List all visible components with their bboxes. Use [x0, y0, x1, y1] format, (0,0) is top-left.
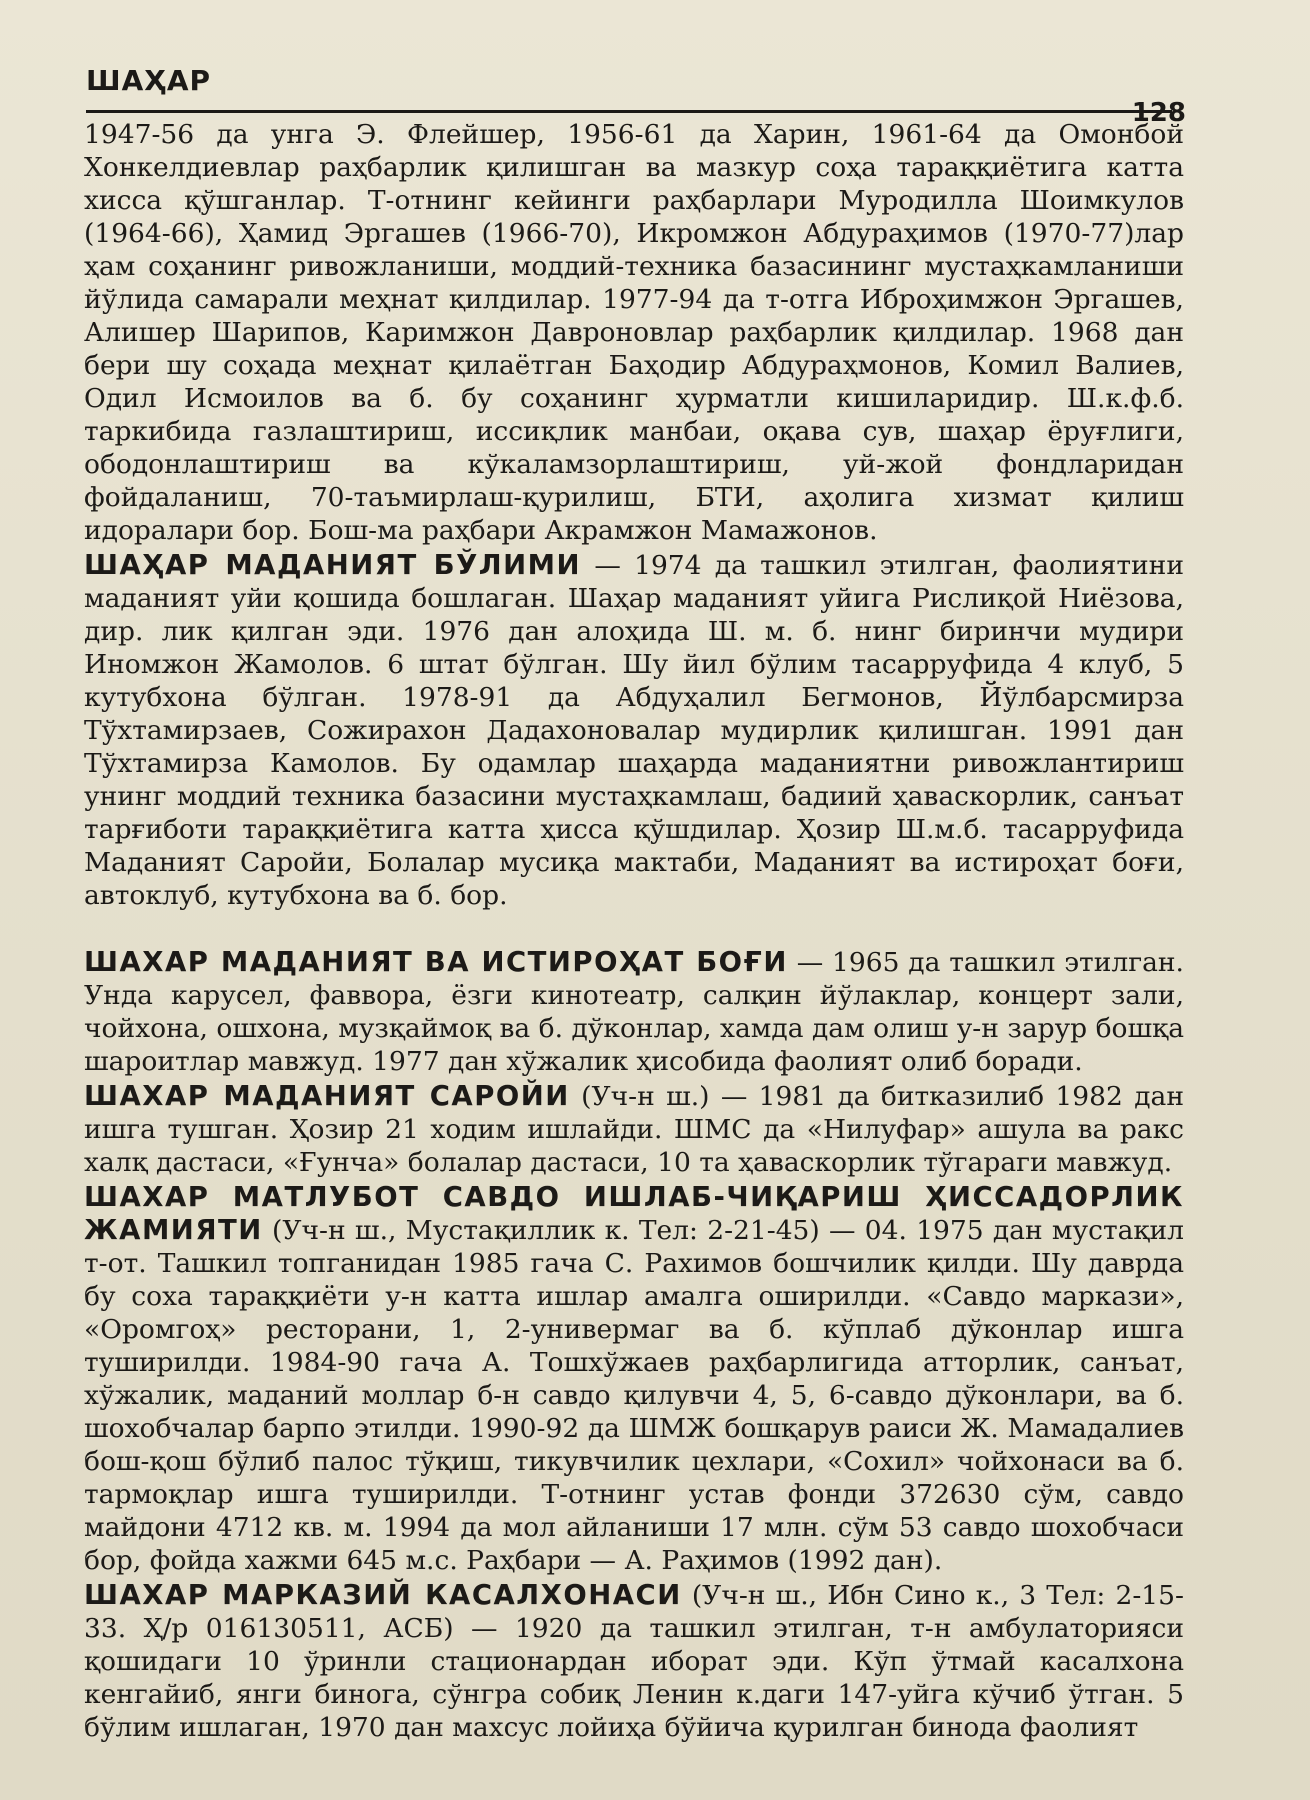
entry-continued [84, 118, 1184, 547]
entry-text: (Уч-н ш., Мустақиллик к. Тел: 2-21-45) — 04. 1975 дан мустақил т-от. Ташкил топганидан 1985 гача С. Рахимов бошчилик қилди. Шу даврда бу соха тараққиёти у-н катта ишлар амалга оширилди. «Савдо маркази», «Оромгоҳ» ресторани, 1, 2-универмаг ва б. кўплаб дўконлар ишга туширилди. 1984-90 гача А. Тошхўжаев раҳбарлигида атторлик, санъат, хўжалик, маданий моллар б-н савдо қилувчи 4, 5, 6-савдо дўконлари, ва б. шохобчалар барпо этилди. 1990-92 да ШМЖ бошқарув раиси Ж. Мамадалиев бош-қош бўлиб палос тўқиш, тикувчилик цехлари, «Сохил» чойхонаси ва б. тармоқлар ишга туширилди. Т-отнинг устав фонди 372630 сўм, савдо майдони 4712 кв. м. 1994 да мол айланиши 17 млн. сўм 53 савдо шохобчаси бор, фойда хажми 645 м.с. Раҳбари — А. Раҳимов (1992 дан). [84, 1215, 1184, 1576]
entry-city-consumer-trade-company [84, 1181, 1184, 1577]
entry-city-culture-department [84, 549, 1184, 912]
entry-text: 1947-56 да унга Э. Флейшер, 1956-61 да Харин, 1961-64 да Омонбой Хонкелдиевлар раҳбарлик қилишган ва мазкур соҳа тараққиётига катта хисса қўшганлар. Т-отнинг кейинги раҳбарлари Муродилла Шоимкулов (1964-66), Ҳамид Эргашев (1966-70), Икромжон Абдураҳимов (1970-77)лар ҳам соҳанинг ривожланиши, моддий-техника базасининг мустаҳкамланиши йўлида самарали меҳнат қилдилар. 1977-94 да т-отга Иброҳимжон Эргашев, Алишер Шарипов, Каримжон Давроновлар раҳбарлик қилдилар. 1968 дан бери шу соҳада меҳнат қилаётган Баҳодир Абдураҳмонов, Комил Валиев, Одил Исмоилов ва б. бу соҳанинг ҳурматли кишиларидир. Ш.к.ф.б. таркибида газлаштириш, иссиқлик манбаи, оқава сув, шаҳар ёруғлиги, ободонлаштириш ва кўкаламзорлаштириш, уй-жой фондларидан фойдаланиш, 70-таъмирлаш-қурилиш, БТИ, аҳолига хизмат қилиш идоралари бор. Бош-ма раҳбари Акрамжон Мамажонов. [84, 119, 1184, 546]
page-number: 128 [1131, 98, 1186, 128]
entry-text: — 1974 да ташкил этилган, фаолиятини маданият уйи қошида бошлаган. Шаҳар маданият уйига Рислиқой Ниёзова, дир. лик қилган эди. 1976 дан алоҳида Ш. м. б. нинг биринчи мудири Иномжон Жамолов. 6 штат бўлган. Шу йил бўлим тасарруфида 4 клуб, 5 кутубхона бўлган. 1978-91 да Абдуҳалил Бегмонов, Йўлбарсмирза Тўхтамирзаев, Сожирахон Дадахоновалар мудирлик қилишган. 1991 дан Тўхтамирза Камолов. Бу одамлар шаҳарда маданиятни ривожлантириш унинг моддий техника базасини мустаҳкамлаш, бадиий ҳаваскорлик, санъат тарғиботи тараққиётига катта ҳисса қўшдилар. Ҳозир Ш.м.б. тасарруфида Маданият Саройи, Болалар мусиқа мактаби, Маданият ва истироҳат боғи, автоклуб, кутубхона ва б. бор. [84, 550, 1184, 911]
entry-text: (Уч-н ш., Ибн Сино к., 3 Тел: 2-15-33. Ҳ/р 016130511, АСБ) — 1920 да ташкил этилган, т-н амбулаторияси қошидаги 10 ўринли стационардан иборат эди. Кўп ўтмай касалхона кенгайиб, янги бинога, сўнгра собиқ Ленин к.даги 147-уйга кўчиб ўтган. 5 бўлим ишлаган, 1970 дан махсус лойиҳа бўйича қурилган бинода фаолият [84, 1580, 1184, 1743]
entry-term: ШАХАР МАТЛУБОТ САВДО ИШЛАБ-ЧИҚАРИШ ҲИССАДОРЛИК ЖАМИЯТИ [84, 1181, 1184, 1246]
entry-city-culture-palace [84, 1080, 1184, 1179]
running-head: ШАҲАР [86, 64, 212, 97]
entry-text: (Уч-н ш.) — 1981 да битказилиб 1982 дан ишга тушган. Ҳозир 21 ходим ишлайди. ШМС да «Нилуфар» ашула ва ракс халқ дастаси, «Ғунча» болалар дастаси, 10 та ҳаваскорлик тўгараги мавжуд. [84, 1081, 1184, 1178]
header-rule [86, 110, 1172, 113]
entry-term: ШАХАР МАДАНИЯТ ВА ИСТИРОҲАТ БОҒИ [84, 946, 788, 978]
entry-city-central-hospital [84, 1579, 1184, 1744]
entry-term: ШАХАР МАРКАЗИЙ КАСАЛХОНАСИ [84, 1579, 682, 1611]
entry-city-culture-park [84, 946, 1184, 1078]
entry-text: — 1965 да ташкил этилган. Унда карусел, фаввора, ёзги кинотеатр, салқин йўлаклар, концерт зали, чойхона, ошхона, музқаймоқ ва б. дўконлар, хамда дам олиш у-н зарур бошқа шароитлар мавжуд. 1977 дан хўжалик ҳисобида фаолият олиб боради. [84, 947, 1184, 1077]
entry-term: ШАҲАР МАДАНИЯТ БЎЛИМИ [84, 549, 582, 581]
page-body [84, 118, 1184, 1744]
entry-term: ШАХАР МАДАНИЯТ САРОЙИ [84, 1080, 570, 1112]
